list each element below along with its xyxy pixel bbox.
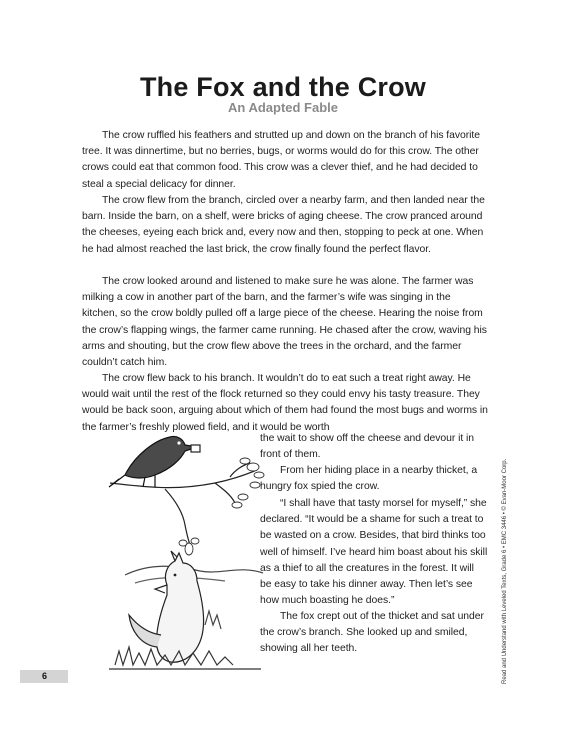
page-title: The Fox and the Crow [139, 72, 426, 102]
paragraph-5: From her hiding place in a nearby thicket, a hungry fox spied the crow. [260, 465, 478, 493]
paragraph-4-continued: the wait to show off the cheese and devour it in front of them. [260, 433, 475, 461]
paragraph-7: The fox crept out of the thicket and sat under the crow’s branch. She looked up and smiled, showing all her teeth. [260, 611, 484, 655]
side-credit: Read and Understand with Leveled Texts, Grade 6 • EMC 3446 • © Evan-Moor Corp. [502, 458, 508, 684]
page-number: 6 [42, 671, 48, 681]
paragraph-3: The crow looked around and listened to make sure he was alone. The farmer was milking a cow in another part of the barn, and the farmer’s wife was singing in the kitchen, so the crow boldly pulled off a large piece of the cheese. Hearing the noise from the crow’s flapping wings, the farmer came running. He chased after the crow, waving his arms and shouting, but the crow flew above the trees in the orchard, and the farmer couldn’t catch him. [82, 276, 487, 369]
paragraph-4: The crow flew back to his branch. It wouldn’t do to eat such a treat right away. He would wait until the rest of the flock returned so they could envy his tasty treasure. They would be back soon, arguing about which of them had found the most bugs and worms in the farmer’s freshly plowed field, and it would be worth [82, 373, 488, 433]
page-subtitle: An Adapted Fable [227, 100, 339, 115]
paragraph-1: The crow ruffled his feathers and strutted up and down on the branch of his favorite tree. It was dinnertime, but no berries, bugs, or worms would do for this crow. The other crows could eat that common food. This crow was a clever thief, and he had decided to steal a special delicacy for dinner. [82, 130, 480, 190]
paragraph-2: The crow flew from the branch, circled over a nearby farm, and then landed near the barn. Inside the barn, on a shelf, were bricks of aging cheese. The crow pranced around the cheeses, eyeing each brick and, every now and then, stopping to peck at one. When he had almost reached the last brick, the crow finally found the perfect flavor. [82, 195, 485, 255]
paragraph-6: “I shall have that tasty morsel for myself,” she declared. “It would be a shame for such a treat to be wasted on a crow. Besides, that bird thinks too well of himself. I’ve heard him boast about his skill as a thief to all the creatures in the forest. It will be easy to take his dinner away. Then let’s see how much boasting he does.” [260, 498, 488, 607]
crow-and-fox-illustration [105, 425, 265, 675]
